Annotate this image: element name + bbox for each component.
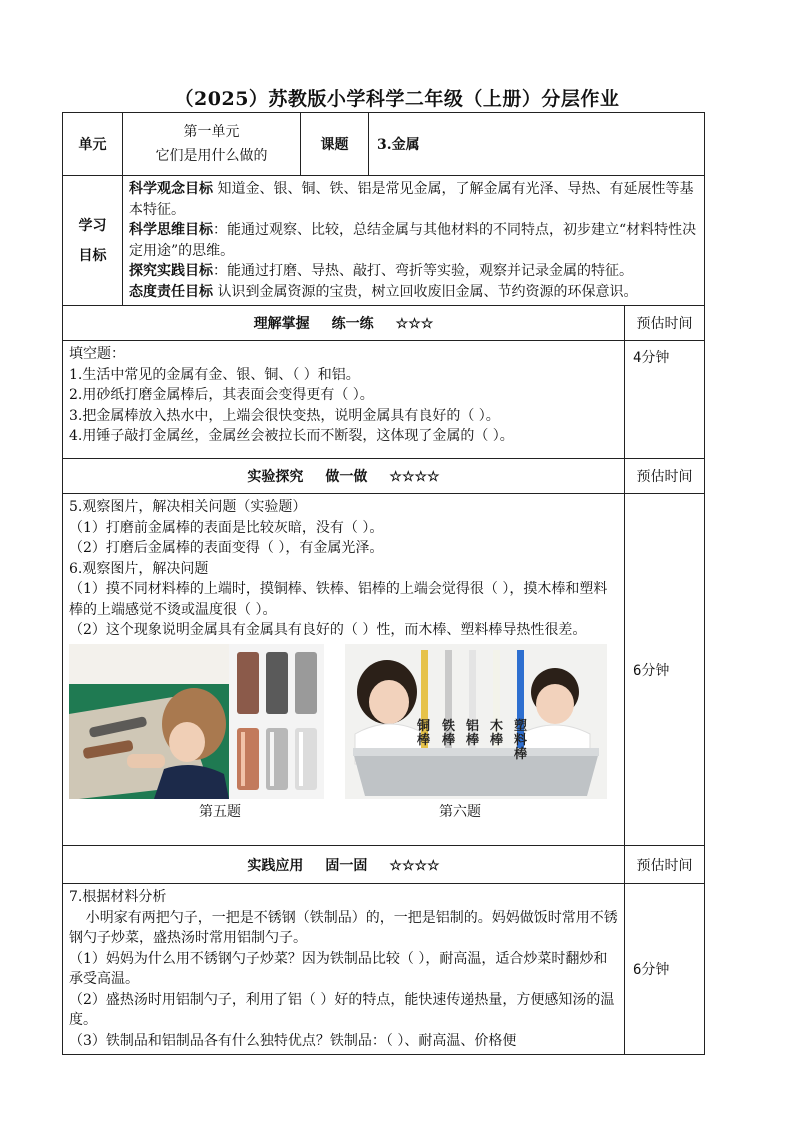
objective-text: ：能通过打磨、导热、敲打、弯折等实验，观察并记录金属的特征。 xyxy=(213,263,633,279)
estimate-label: 预估时间 xyxy=(625,306,705,341)
objective-item xyxy=(129,261,698,282)
estimate-label: 预估时间 xyxy=(625,846,705,884)
topic-label: 课题 xyxy=(301,113,369,176)
question-line: （3）铁制品和铝制品各有什么独特优点？铁制品：（ ）、耐高温、价格便 xyxy=(69,1032,517,1049)
question-line: （1）妈妈为什么用不锈钢勺子炒菜？因为铁制品比较（ ），耐高温，适合炒菜时翻炒和承受高温。 xyxy=(69,950,608,987)
rod-label-plastic: 塑料棒 xyxy=(514,718,528,762)
estimated-time: 4分钟 xyxy=(625,341,705,459)
rod-label-copper: 铜棒 xyxy=(417,718,431,748)
rod-label-iron: 铁棒 xyxy=(442,718,456,748)
section-1-header xyxy=(63,306,705,341)
unit-label: 单元 xyxy=(63,113,123,176)
section-1-questions xyxy=(63,341,625,459)
question-line: 小明家有两把勺子，一把是不锈钢（铁制品）的，一把是铝制的。妈妈做饭时常用不锈钢勺子炒菜，盛热汤时常用铝制勺子。 xyxy=(69,909,618,946)
section-title: 实践应用 xyxy=(247,857,304,874)
estimated-time: 6分钟 xyxy=(625,494,705,846)
question-line: 4.用锤子敲打金属丝，金属丝会被拉长而不断裂，这体现了金属的（ ）。 xyxy=(69,428,514,444)
section-2-title xyxy=(63,459,625,494)
section-subtitle: 固一固 xyxy=(325,857,368,874)
objective-item xyxy=(129,179,698,220)
question-line: 6.观察图片，解决问题 xyxy=(69,560,209,577)
section-subtitle: 练一练 xyxy=(331,316,374,332)
question-line: 5.观察图片，解决相关问题（实验题） xyxy=(69,499,307,515)
objectives-label-line1: 学习 xyxy=(78,217,107,234)
rod-label-aluminum: 铝棒 xyxy=(466,718,480,748)
objective-key: 科学观念目标 xyxy=(129,181,213,197)
section-2-questions xyxy=(63,494,625,846)
question-line: （1）摸不同材料棒的上端时，摸铜棒、铁棒、铝棒的上端会觉得很（ ），摸木棒和塑料棒的上端感觉不烫或温度很（ ）。 xyxy=(69,581,608,618)
metal-rods-photo xyxy=(229,644,324,799)
difficulty-stars: ☆☆☆☆ xyxy=(389,857,440,874)
objective-text: ：能通过观察、比较，总结金属与其他材料的不同特点，初步建立“材料特性决定用途”的思维。 xyxy=(129,222,697,259)
topic-value: 3.金属 xyxy=(369,113,705,176)
section-title: 理解掌握 xyxy=(253,316,310,332)
objective-key: 科学思维目标 xyxy=(129,222,213,238)
question-line: 3.把金属棒放入热水中，上端会很快变热，说明金属具有良好的（ ）。 xyxy=(69,407,500,424)
objective-item xyxy=(129,282,698,303)
section-3-title xyxy=(63,846,625,884)
rod-label-wood: 木棒 xyxy=(490,718,504,748)
unit-value xyxy=(123,113,301,176)
unit-value-line1: 第一单元 xyxy=(183,124,240,140)
difficulty-stars: ☆☆☆☆ xyxy=(389,469,440,485)
objectives-row xyxy=(63,176,705,306)
objectives-label xyxy=(63,176,123,306)
objective-item xyxy=(129,220,698,261)
question-line: （2）这个现象说明金属具有金属具有良好的（ ）性，而木棒、塑料棒导热性很差。 xyxy=(69,622,587,638)
caption-question-6: 第六题 xyxy=(439,803,481,820)
header-row xyxy=(63,113,705,176)
section-title: 实验探究 xyxy=(247,469,304,485)
section-3-body xyxy=(63,884,705,1055)
section-3-header xyxy=(63,846,705,884)
question-line: （1）打磨前金属棒的表面是比较灰暗，没有（ ）。 xyxy=(69,519,384,536)
unit-value-line2: 它们是用什么做的 xyxy=(155,148,268,164)
question-line: （2）打磨后金属棒的表面变得（ ），有金属光泽。 xyxy=(69,540,384,556)
worksheet-table xyxy=(62,112,705,1055)
question-line: 7.根据材料分析 xyxy=(69,889,167,905)
question-photos xyxy=(69,641,618,823)
estimated-time: 6分钟 xyxy=(625,884,705,1055)
section-1-title xyxy=(63,306,625,341)
heat-conduction-photo xyxy=(345,644,607,799)
question-line: （2）盛热汤时用铝制勺子，利用了铝（ ）好的特点，能快速传递热量，方便感知汤的温度。 xyxy=(69,991,615,1028)
section-3-questions xyxy=(63,884,625,1055)
caption-question-5: 第五题 xyxy=(199,803,241,820)
section-2-header xyxy=(63,459,705,494)
estimate-label: 预估时间 xyxy=(625,459,705,494)
objective-key: 态度责任目标 xyxy=(129,283,213,300)
objective-key: 探究实践目标 xyxy=(129,263,213,279)
objective-text: 知道金、银、铜、铁、铝是常见金属，了解金属有光泽、导热、有延展性等基本特征。 xyxy=(129,181,694,218)
page-title: （2025）苏教版小学科学二年级（上册）分层作业 xyxy=(174,88,620,110)
difficulty-stars: ☆☆☆ xyxy=(395,316,434,332)
objectives-label-line2: 目标 xyxy=(78,247,107,264)
section-subtitle: 做一做 xyxy=(325,469,368,485)
section-2-body xyxy=(63,494,705,846)
objective-text: 认识到金属资源的宝贵，树立回收废旧金属、节约资源的环保意识。 xyxy=(217,283,638,300)
objectives-content xyxy=(123,176,705,306)
question-line: 2.用砂纸打磨金属棒后，其表面会变得更有（ ）。 xyxy=(69,387,374,403)
section-1-body xyxy=(63,341,705,459)
question-line: 1.生活中常见的金属有金、银、铜、（ ）和铝。 xyxy=(69,366,360,383)
question-line: 填空题： xyxy=(69,346,125,362)
polishing-photo xyxy=(69,644,229,799)
